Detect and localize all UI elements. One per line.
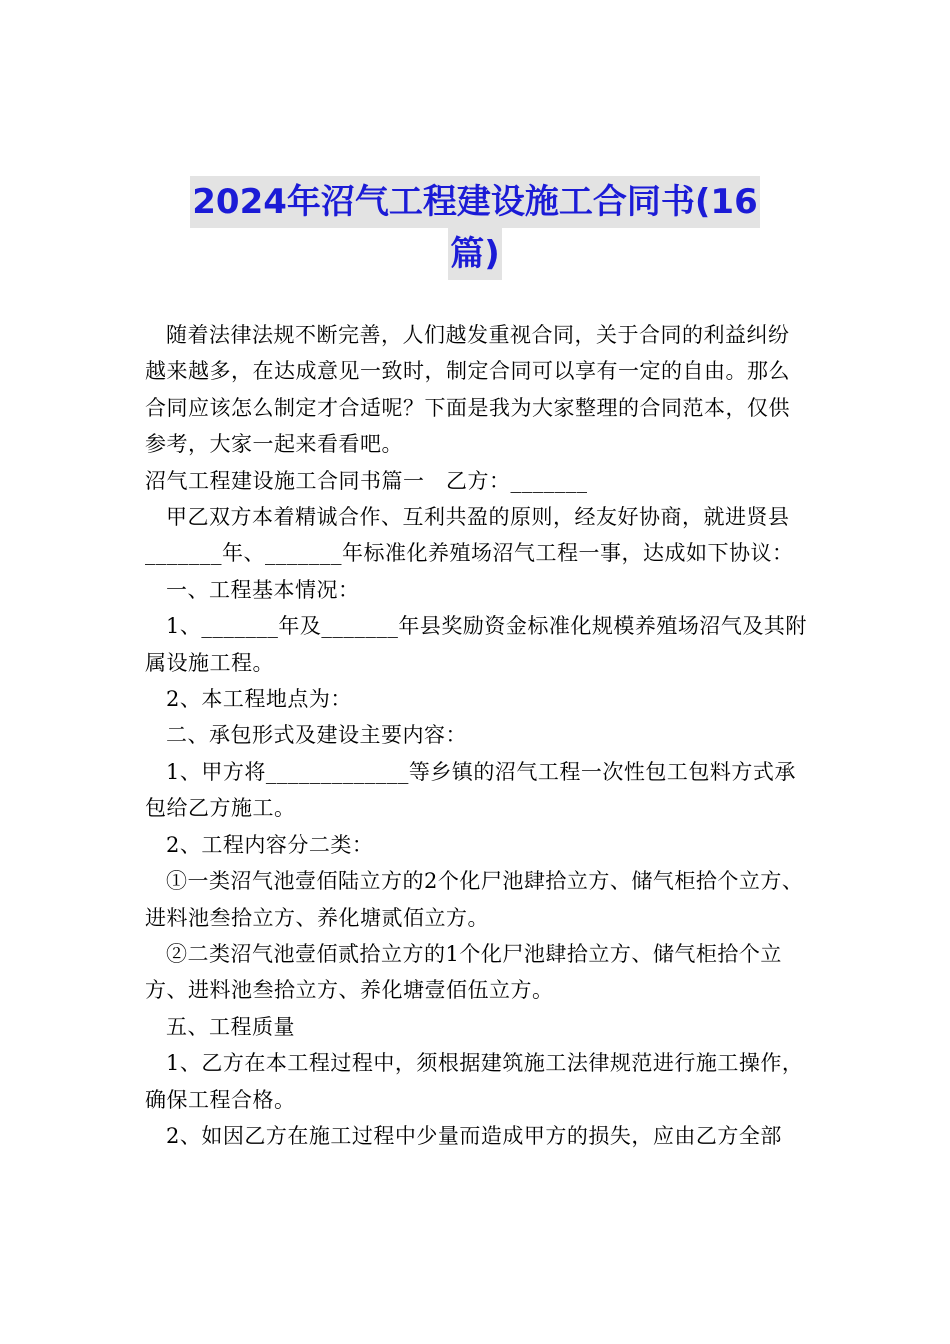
clause-heading-2: 二、承包形式及建设主要内容： — [166, 723, 467, 748]
agreement-preamble: 甲乙双方本着精诚合作、互利共盈的原则，经友好协商，就进贤县_______年、_______年标准化养殖场沼气工程一事，达成如下协议： — [145, 505, 794, 566]
clause-1-1: 1、_______年及_______年县奖励资金标准化规模养殖场沼气及其附属设施工程。 — [145, 614, 807, 675]
section-heading-party-b: 沼气工程建设施工合同书篇一 乙方：_______ — [145, 468, 588, 493]
document-title — [140, 176, 810, 280]
title-line-1: 2024年沼气工程建设施工合同书(16 — [190, 176, 759, 228]
clause-1-2: 2、本工程地点为： — [166, 687, 352, 712]
clause-heading-5: 五、工程质量 — [166, 1014, 295, 1039]
clause-2-2-item-2: ②二类沼气池壹佰贰拾立方的1个化尸池肆拾立方、储气柜拾个立方、进料池叁拾立方、养化塘壹佰伍立方。 — [145, 941, 782, 1003]
intro-paragraph: 随着法律法规不断完善，人们越发重视合同，关于合同的利益纠纷越来越多，在达成意见一致时，制定合同可以享有一定的自由。那么合同应该怎么制定才合适呢？下面是我为大家整理的合同范本，仅供参考，大家一起来看看吧。 — [145, 323, 790, 457]
clause-5-1: 1、乙方在本工程过程中，须根据建筑施工法律规范进行施工操作，确保工程合格。 — [145, 1051, 804, 1112]
clause-heading-1: 一、工程基本情况： — [166, 577, 360, 602]
clause-2-2-item-1: ①一类沼气池壹佰陆立方的2个化尸池肆拾立方、储气柜拾个立方、进料池叁拾立方、养化塘贰佰立方。 — [145, 869, 804, 930]
clause-2-1: 1、甲方将_____________等乡镇的沼气工程一次性包工包料方式承包给乙方施工。 — [145, 759, 796, 821]
clause-5-2: 2、如因乙方在施工过程中少量而造成甲方的损失，应由乙方全部 — [166, 1123, 782, 1148]
document-body — [145, 317, 810, 1154]
clause-2-2: 2、工程内容分二类： — [166, 832, 374, 857]
title-line-2: 篇) — [448, 228, 502, 280]
